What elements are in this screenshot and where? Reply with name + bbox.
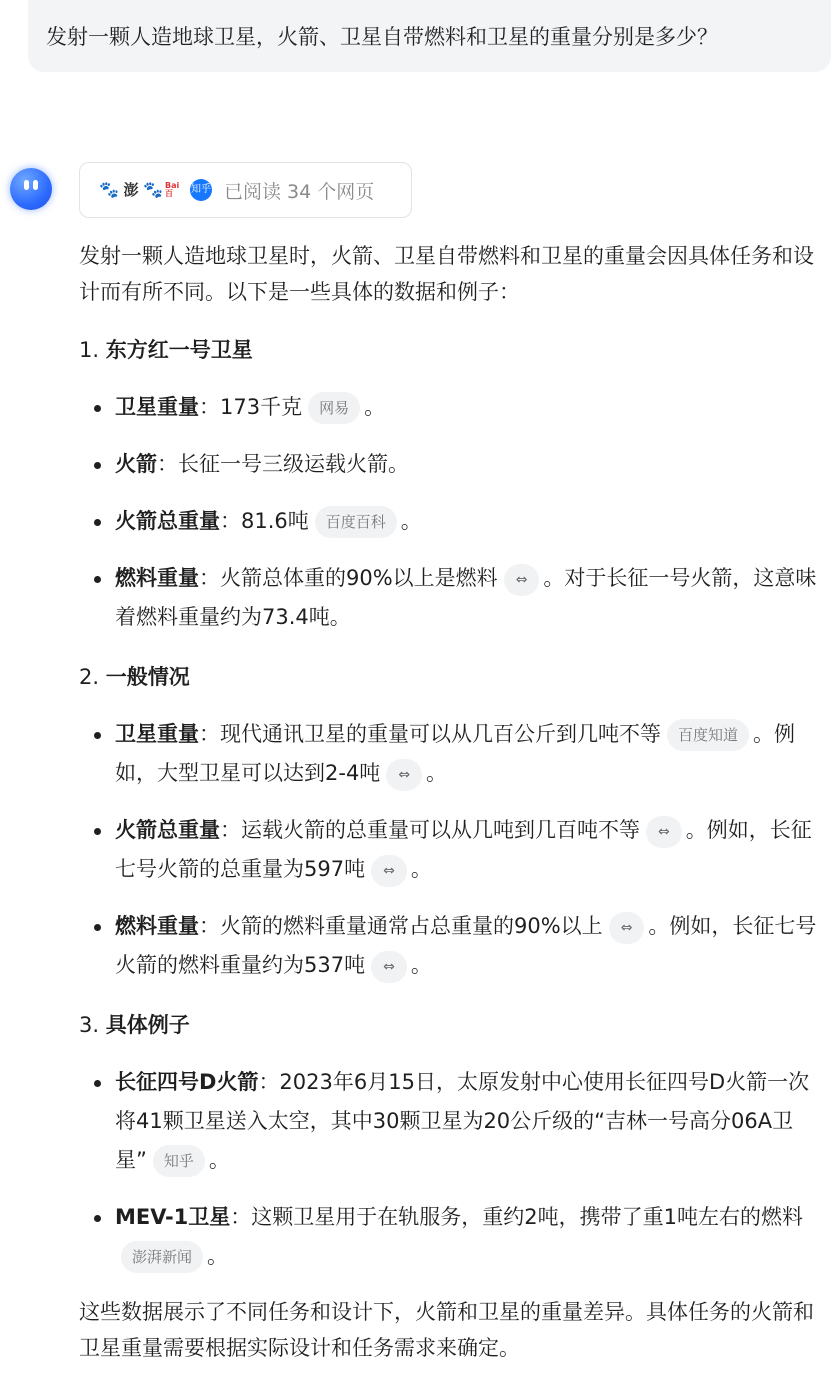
link-icon[interactable]: ⇔ [386, 759, 422, 791]
section-title: 一般情况 [105, 665, 190, 689]
sources-read-button[interactable] [79, 162, 412, 218]
answer-intro: 发射一颗人造地球卫星时，火箭、卫星自带燃料和卫星的重量会因具体任务和设计而有所不同。以下是一些具体的数据和例子： [79, 244, 814, 304]
source-icons [100, 179, 212, 201]
list-item: 卫星重量：现代通讯卫星的重量可以从几百公斤到几吨不等 百度知道 。例如，大型卫星可以达到2-4吨 ⇔ 。 [79, 715, 819, 793]
assistant-avatar-icon [10, 168, 52, 210]
section-title: 具体例子 [105, 1013, 190, 1037]
baidu-baike-icon: Bai百 [165, 181, 180, 198]
list-item: 长征四号D火箭：2023年6月15日，太原发射中心使用长征四号D火箭一次将41颗卫星送入太空，其中30颗卫星为20公斤级的“吉林一号高分06A卫星” 知乎 。 [79, 1063, 819, 1180]
source-chip-thepaper[interactable]: 澎湃新闻 [121, 1241, 203, 1273]
list-item: 卫星重量：173千克 网易 。 [79, 388, 819, 427]
user-question-text: 发射一颗人造地球卫星，火箭、卫星自带燃料和卫星的重量分别是多少？ [46, 25, 718, 49]
link-icon[interactable]: ⇔ [504, 564, 540, 596]
section-list [79, 1063, 819, 1276]
answer-closing: 这些数据展示了不同任务和设计下，火箭和卫星的重量差异。具体任务的火箭和卫星重量需要根据实际设计和任务需求来确定。 [79, 1300, 814, 1360]
section-list [79, 715, 819, 985]
thepaper-icon: 澎 [123, 180, 139, 199]
source-chip-wangyi[interactable]: 网易 [308, 392, 360, 424]
section-title: 东方红一号卫星 [105, 338, 253, 362]
assistant-answer [79, 238, 819, 1366]
baidu-paw-icon: 🐾 [143, 180, 163, 199]
zhihu-icon: 知乎 [190, 179, 212, 201]
link-icon[interactable]: ⇔ [371, 855, 407, 887]
list-item: 燃料重量：火箭的燃料重量通常占总重量的90%以上 ⇔ 。例如，长征七号火箭的燃料重量约为537吨 ⇔ 。 [79, 907, 819, 985]
list-item: 火箭：长征一号三级运载火箭。 [79, 445, 819, 484]
link-icon[interactable]: ⇔ [609, 912, 645, 944]
list-item: 燃料重量：火箭总体重的90%以上是燃料 ⇔ 。对于长征一号火箭，这意味着燃料重量约为73.4吨。 [79, 559, 819, 637]
link-icon[interactable]: ⇔ [646, 816, 682, 848]
section-heading: 2. 一般情况 [79, 665, 190, 689]
section-list [79, 388, 819, 637]
source-chip-baidu-baike[interactable]: 百度百科 [315, 506, 397, 538]
source-chip-baidu-zhidao[interactable]: 百度知道 [667, 719, 749, 751]
section-heading: 3. 具体例子 [79, 1013, 190, 1037]
list-item: 火箭总重量：运载火箭的总重量可以从几吨到几百吨不等 ⇔ 。例如，长征七号火箭的总重量为597吨 ⇔ 。 [79, 811, 819, 889]
section-heading: 1. 东方红一号卫星 [79, 338, 253, 362]
list-item: 火箭总重量：81.6吨 百度百科 。 [79, 502, 819, 541]
source-chip-zhihu[interactable]: 知乎 [153, 1145, 205, 1177]
link-icon[interactable]: ⇔ [371, 951, 407, 983]
read-count-label: 已阅读 34 个网页 [224, 180, 375, 203]
baidu-paw-icon: 🐾 [99, 180, 119, 199]
list-item: MEV-1卫星：这颗卫星用于在轨服务，重约2吨，携带了重1吨左右的燃料澎湃新闻 。 [79, 1198, 819, 1276]
user-question-bubble [28, 0, 831, 72]
